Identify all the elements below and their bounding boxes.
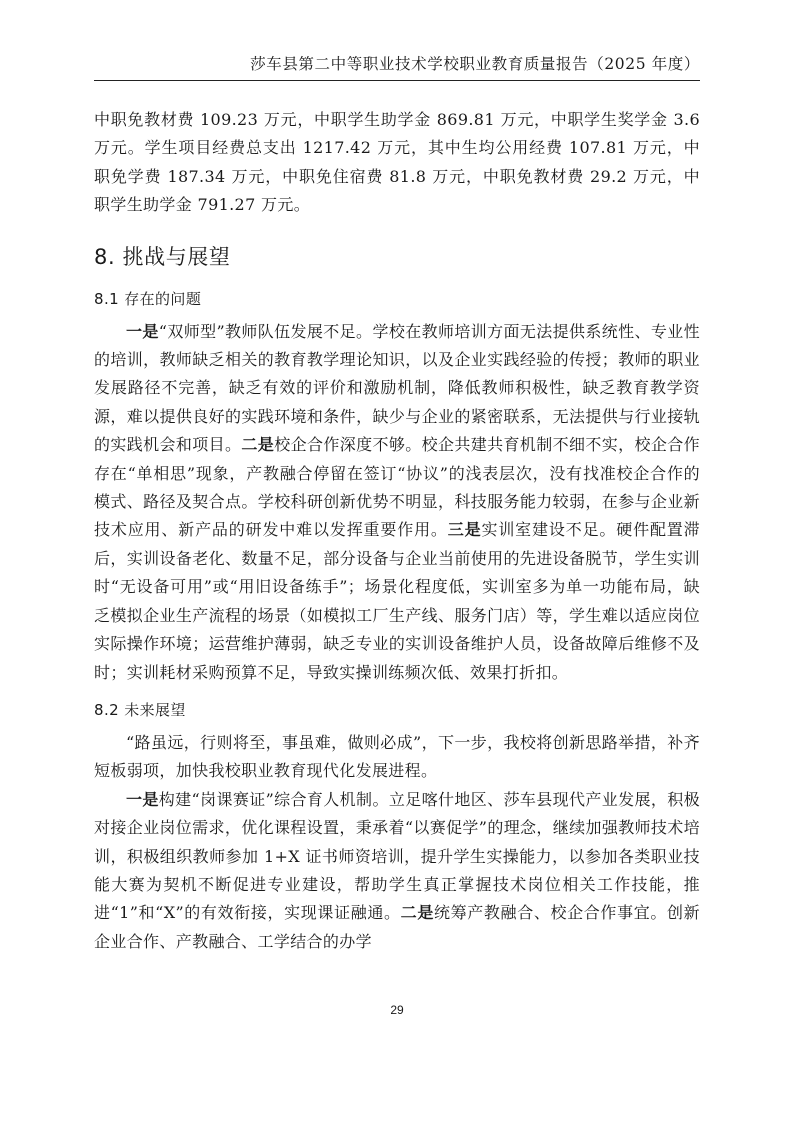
section-heading-8-1: 8.1 存在的问题 (94, 289, 202, 308)
outlook-measure-1-text: 构建“岗课赛证”综合育人机制。立足喀什地区、莎车县现代产业发展，积极对接企业岗位需求，优化课程设置，秉承着“以赛促学”的理念，继续加强教师技术培训，积极组织教师参加 1+X 证书师资培训，提升学生实操能力，以参加各类职业技能大赛为契机不断促进专业建设，帮助学生真正掌握技术岗位相关工作技能，推进“1”和“X”的有效衔接，实现课证融通。 (94, 789, 700, 923)
problem-teachers-text: “双师型”教师队伍发展不足。学校在教师培训方面无法提供系统性、专业性的培训，教师缺乏相关的教育教学理论知识，以及企业实践经验的传授；教师的职业发展路径不完善，缺乏有效的评价和激励机制，降低教师积极性，缺乏教育教学资源，难以提供良好的实践环境和条件，缺少与企业的紧密联系，无法提供与行业接轨的实践机会和项目。 (94, 321, 700, 455)
section-heading-8-2: 8.2 未来展望 (94, 700, 186, 719)
outlook-measure-2-text: 统筹产教融合、校企合作事宜。创新企业合作、产教融合、工学结合的办学 (94, 903, 701, 951)
existing-problems-paragraph (94, 318, 700, 687)
lead-point-3: 三是 (447, 520, 482, 540)
section-heading-8: 8. 挑战与展望 (94, 244, 231, 269)
lead-point-1: 一是 (126, 321, 159, 341)
report-title: 莎车县第二中等职业技术学校职业教育质量报告（2025 年度） (250, 55, 700, 73)
funding-paragraph: 中职免教材费 109.23 万元，中职学生助学金 869.81 万元，中职学生奖学金 3.6 万元。学生项目经费总支出 1217.42 万元，其中生均公用经费 107.81 万元，中职免学费 187.34 万元，中职免住宿费 81.8 万元，中职免教材费 29.2 万元，中职学生助学金 791.27 万元。 (94, 110, 700, 215)
outlook-measures-paragraph (94, 786, 700, 956)
lead-point-2: 二是 (241, 435, 275, 455)
outlook-lead-2: 二是 (400, 903, 434, 923)
page-content (94, 106, 700, 956)
problem-training-rooms-text: 实训室建设不足。硬件配置滞后，实训设备老化、数量不足，部分设备与企业当前使用的先进设备脱节，学生实训时“无设备可用”或“用旧设备练手”；场景化程度低，实训室多为单一功能布局，缺乏模拟企业生产流程的场景（如模拟工厂生产线、服务门店）等，学生难以适应岗位实际操作环境；运营维护薄弱，缺乏专业的实训设备维护人员，设备故障后维修不及时；实训耗材采购预算不足，导致实操训练频次低、效果打折扣。 (94, 520, 700, 682)
page-number: 29 (390, 1003, 404, 1017)
problem-cooperation-text: 校企合作深度不够。校企共建共育机制不细不实，校企合作存在“单相思”现象，产教融合停留在签订“协议”的浅表层次，没有找准校企合作的模式、路径及契合点。学校科研创新优势不明显，科技服务能力较弱，在参与企业新技术应用、新产品的研发中难以发挥重要作用。 (94, 435, 701, 540)
page-header (94, 52, 700, 81)
outlook-lead-1: 一是 (126, 789, 159, 809)
outlook-intro-paragraph: “路虽远，行则将至，事虽难，做则必成”，下一步，我校将创新思路举措，补齐短板弱项，加快我校职业教育现代化发展进程。 (94, 732, 700, 781)
